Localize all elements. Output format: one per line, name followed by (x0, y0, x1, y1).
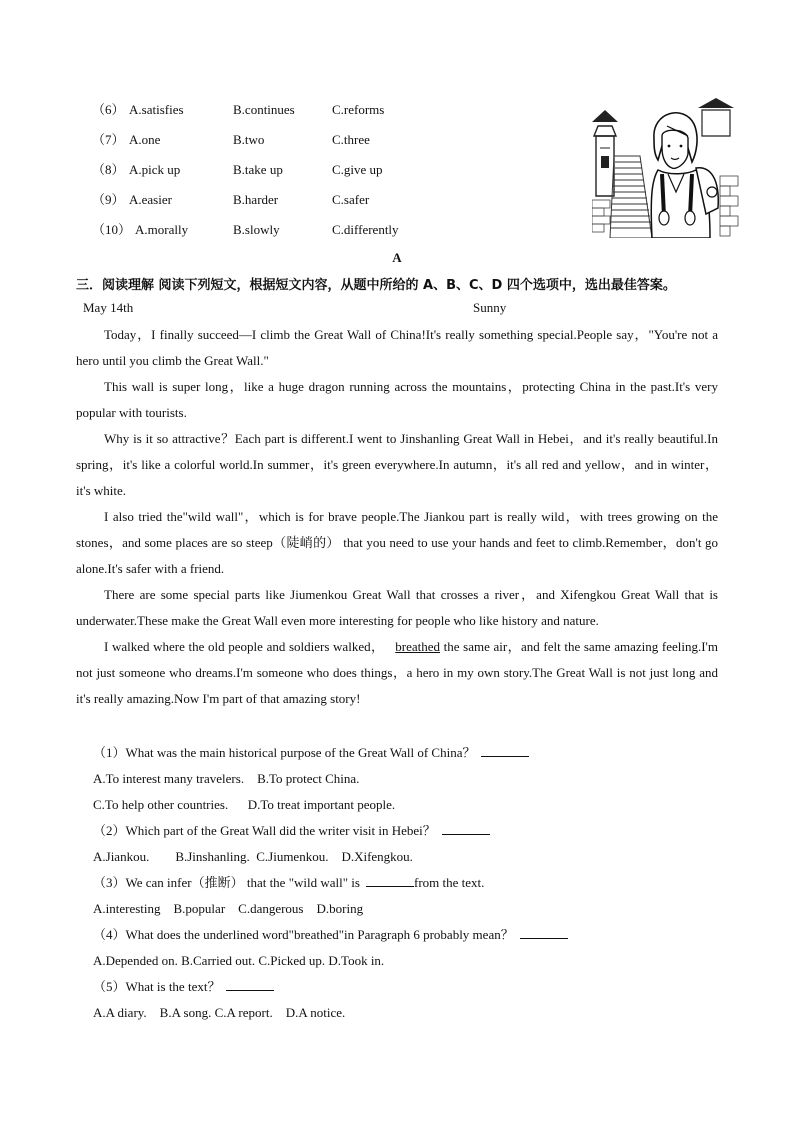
question-stem: （5）What is the text？ (76, 974, 718, 1000)
answer-blank[interactable] (366, 872, 414, 887)
option-b: B.continues (233, 102, 295, 117)
question-number: （10） (92, 222, 132, 237)
option-c: C.safer (332, 192, 370, 207)
passage-letter: A (392, 250, 402, 265)
option-c: C.three (332, 132, 370, 147)
option-b: B.two (233, 132, 265, 147)
paragraph: Today，I finally succeed—I climb the Great Wall of China!It's really something special.People say，"You're not a hero until you climb the Great Wall." (76, 327, 718, 368)
diary-weather: Sunny (473, 300, 507, 315)
great-wall-girl-illustration (592, 96, 740, 238)
question-number: （9） (92, 192, 125, 207)
option-a: A.one (129, 132, 161, 147)
answer-blank[interactable] (226, 976, 274, 991)
reading-passage (76, 322, 718, 712)
option-b: B.harder (233, 192, 279, 207)
option-b: B.slowly (233, 222, 280, 237)
paragraph-text: the same air，and felt the same amazing feeling.I'm not just someone who dreams.I'm someone who does things，a hero in my own story.The Great Wall is not just long and it's really amazing.Now I'm part of that amazing story! (76, 639, 719, 706)
option-a: A.morally (135, 222, 189, 237)
section-heading: 三．阅读理解 阅读下列短文，根据短文内容，从题中所给的 A、B、C、D 四个选项中，选出最佳答案。 (76, 278, 676, 293)
diary-date: May 14th (83, 300, 134, 315)
question-number: （8） (92, 162, 125, 177)
paragraph: There are some special parts like Jiumenkou Great Wall that crosses a river，and Xifengkou Great Wall that is underwater.These make the Great Wall even more interesting for people who like history and nature. (76, 587, 718, 628)
question-options: A.interesting B.popular C.dangerous D.boring (93, 901, 364, 916)
answer-blank[interactable] (481, 742, 529, 757)
paragraph (76, 634, 718, 712)
question-stem: （1）What was the main historical purpose of the Great Wall of China？ (76, 740, 718, 766)
option-a: A.satisfies (129, 102, 184, 117)
question-stem: （2）Which part of the Great Wall did the writer visit in Hebei？ (76, 818, 718, 844)
question-options: A.Depended on. B.Carried out. C.Picked up. D.Took in. (93, 953, 385, 968)
option-a: A.easier (129, 192, 172, 207)
paragraph: I also tried the"wild wall"，which is for brave people.The Jiankou part is really wild，with trees growing on the stones，and some places are so steep（陡峭的） that you need to use your hands and feet to climb.Remember，don't go alone.It's safer with a friend. (76, 509, 718, 576)
question-number: （7） (92, 132, 125, 147)
option-b: B.take up (233, 162, 283, 177)
underlined-word: breathed (395, 639, 441, 654)
answer-blank[interactable] (520, 924, 568, 939)
questions (76, 740, 718, 1026)
option-c: C.differently (332, 222, 399, 237)
option-a: A.pick up (129, 162, 181, 177)
question-stem: （3）We can infer（推断） that the "wild wall" is from the text. (76, 870, 718, 896)
answer-blank[interactable] (442, 820, 490, 835)
paragraph: Why is it so attractive？Each part is different.I went to Jinshanling Great Wall in Hebei，and it's really beautiful.In spring，it's like a colorful world.In summer，it's green everywhere.In autumn，it's all red and yellow，and in winter，it's white. (76, 431, 718, 498)
paragraph-text: I walked where the old people and soldiers walked， (104, 639, 385, 654)
option-c: C.reforms (332, 102, 385, 117)
question-options: A.A diary. B.A song. C.A report. D.A notice. (93, 1005, 346, 1020)
question-options: C.To help other countries. D.To treat important people. (93, 797, 396, 812)
question-stem: （4）What does the underlined word"breathed"in Paragraph 6 probably mean？ (76, 922, 718, 948)
question-options: A.Jiankou. B.Jinshanling. C.Jiumenkou. D.Xifengkou. (93, 849, 413, 864)
paragraph: This wall is super long，like a huge dragon running across the mountains，protecting China in the past.It's very popular with tourists. (76, 379, 718, 420)
question-options: A.To interest many travelers. B.To protect China. (93, 771, 360, 786)
question-number: （6） (92, 102, 125, 117)
option-c: C.give up (332, 162, 383, 177)
